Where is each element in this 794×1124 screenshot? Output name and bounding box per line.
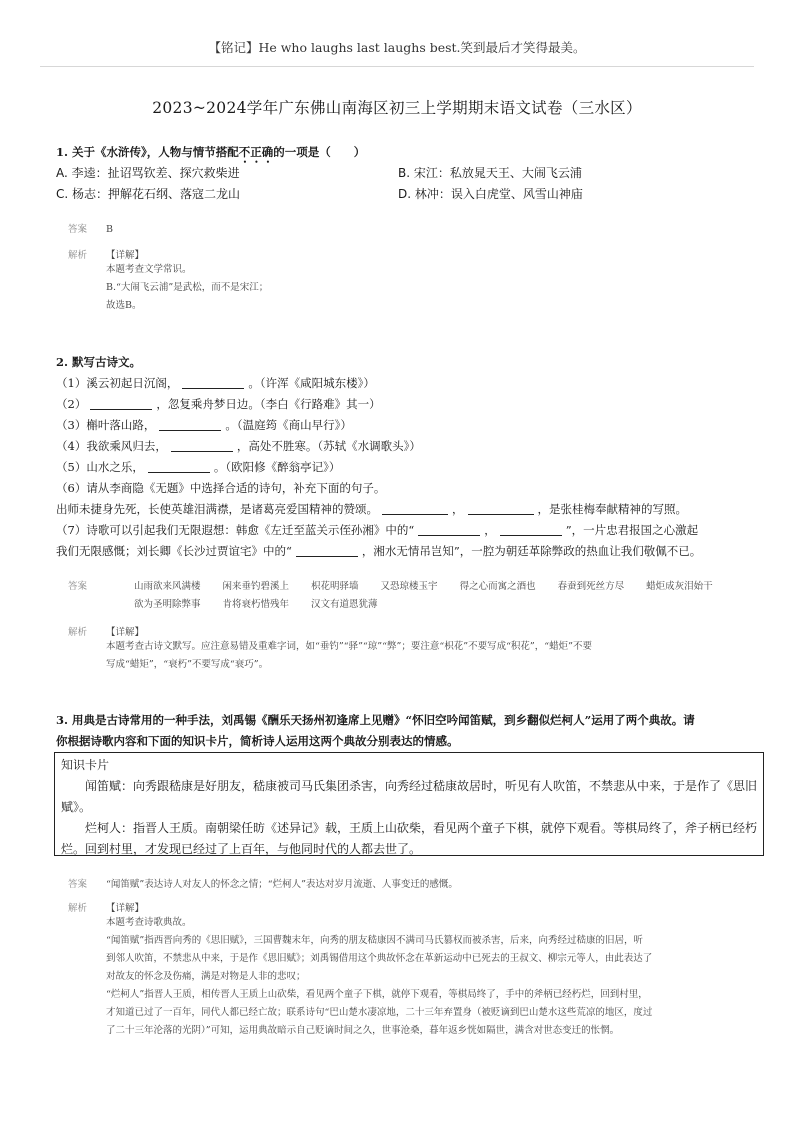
answer-item: 蜡炬成灰泪始干 xyxy=(646,581,713,592)
option-d: D. 林冲：误入白虎堂、风雪山神庙 xyxy=(398,187,583,201)
answer-blank xyxy=(171,439,233,452)
answer-list xyxy=(134,578,754,614)
knowledge-card xyxy=(54,752,764,856)
q2-item-7-line-2: 我们无限感慨；刘长卿《长沙过贾谊宅》中的“ ，湘水无情吊岂知”，一腔为朝廷革除弊政的热血让我们敬佩不已。 xyxy=(56,544,702,558)
answer-item: 肯将衰朽惜残年 xyxy=(222,599,290,610)
answer-value: B xyxy=(106,224,113,235)
answer-item: 汉文有道恩犹薄 xyxy=(311,599,378,610)
option-c: C. 杨志：押解花石纲、落寇二龙山 xyxy=(56,187,241,201)
answer-blank xyxy=(296,544,358,557)
q2-item-2: （2） ，忽复乘舟梦日边。（李白《行路难》其一） xyxy=(56,397,381,411)
question-3-stem-2: 你根据诗歌内容和下面的知识卡片，简析诗人运用这两个典故分别表达的情感。 xyxy=(56,734,459,748)
question-3-answer: 答案 “闻笛赋”表达诗人对友人的怀念之情；“烂柯人”表达对岁月流逝、人事变迁的感慨。 xyxy=(68,879,458,890)
question-3-analysis: 解析 【详解】 本题考查诗歌典故。 “闻笛赋”指西晋向秀的《思旧赋》，三国曹魏末年，向秀的朋友嵇康因不满司马氏篡权而被杀害，后来，向秀经过嵇康的旧居，听 到邻人吹笛，不禁悲从中来，于是作《思旧赋》；刘禹锡借用这个典故怀念在革新运动中已死去的王叔文、柳宗元等人，由此表达了 对故友的怀念及伤痛，满是对物是人非的悲叹； “烂柯人”指晋人王质，相传晋人王质上山砍柴，看见两个童子下棋，就停下观看，等棋局终了，手中的斧柄已经朽烂，回到村里， 才知道已过了一百年，同代人都已经亡故；联系诗句“巴山楚水凄凉地，二十三年弃置身（被贬谪到巴山楚水这些荒凉的地区，度过 了二十三年沦落的光阴）”可知，运用典故暗示自己贬谪时间之久，世事沧桑，暮年返乡恍如隔世，满含对世态变迁的怅惘。 xyxy=(68,903,653,1036)
question-1-answer: 答案 B xyxy=(68,224,113,235)
header-divider xyxy=(40,66,754,67)
q2-item-6: （6）请从李商隐《无题》中选择合适的诗句，补充下面的句子。 xyxy=(56,481,386,495)
option-b: B. 宋江：私放晁天王、大闹飞云浦 xyxy=(398,166,582,180)
question-1-options xyxy=(56,163,754,205)
answer-blank xyxy=(90,397,152,410)
answer-blank xyxy=(148,460,210,473)
page-title: 2023~2024学年广东佛山南海区初三上学期期末语文试卷（三水区） xyxy=(152,99,642,117)
answer-blank xyxy=(159,418,221,431)
q2-item-3: （3）槲叶落山路， 。（温庭筠《商山早行》） xyxy=(56,418,352,432)
answer-blank xyxy=(182,376,244,389)
answer-item: 山雨欲来风满楼 xyxy=(134,581,201,592)
header-motto: 【铭记】He who laughs last laughs best.笑到最后才笑得最美。 xyxy=(208,40,586,55)
emphasis-text: 不正确 xyxy=(238,145,274,159)
question-2-stem: 2. 默写古诗文。 xyxy=(56,355,142,369)
knowledge-card-title: 知识卡片 xyxy=(61,758,110,772)
question-2-answer: 答案 山雨欲来风满楼 闲来垂钓碧溪上 枳花明驿墙 又恐琼楼玉宇 得之心而寓之酒也 春蚕到死丝方尽 蜡炬成灰泪始干 欲为圣明除弊事 肯将衰朽惜残年 汉文有道恩犹薄 xyxy=(68,578,754,614)
knowledge-card-paragraph: 烂柯人：指晋人王质。南朝梁任昉《述异记》载，王质上山砍柴，看见两个童子下棋，就停下观看。等棋局终了，斧子柄已经朽烂。回到村里，才发现已经过了上百年，与他同时代的人都去世了。 xyxy=(61,821,758,856)
answer-item: 春蚕到死丝方尽 xyxy=(557,581,625,592)
answer-item: 欲为圣明除弊事 xyxy=(134,599,201,610)
answer-blank xyxy=(500,523,562,536)
answer-item: 枳花明驿墙 xyxy=(311,581,359,592)
option-a: A. 李逵：扯诏骂钦差、探穴救柴进 xyxy=(56,166,240,180)
answer-blank xyxy=(382,502,448,515)
answer-blank xyxy=(468,502,534,515)
q2-item-1: （1）溪云初起日沉阁， 。（许浑《咸阳城东楼》） xyxy=(56,376,375,390)
knowledge-card-paragraph: 闻笛赋：向秀跟嵇康是好朋友，嵇康被司马氏集团杀害，向秀经过嵇康故居时，听见有人吹笛，不禁悲从中来，于是作了《思旧赋》。 xyxy=(61,779,758,814)
answer-value: “闻笛赋”表达诗人对友人的怀念之情；“烂柯人”表达对岁月流逝、人事变迁的感慨。 xyxy=(106,879,458,890)
answer-item: 闲来垂钓碧溪上 xyxy=(222,581,290,592)
q2-item-7: （7）诗歌可以引起我们无限遐想：韩愈《左迁至蓝关示侄孙湘》中的“ ， ”，一片忠君报国之心激起 xyxy=(56,523,699,537)
question-1 xyxy=(56,142,754,205)
question-1-stem: 1. 关于《水浒传》，人物与情节搭配不正确的一项是（ ） xyxy=(56,145,366,159)
q2-item-4: （4）我欲乘风归去， ，高处不胜寒。（苏轼《水调歌头》） xyxy=(56,439,421,453)
question-3 xyxy=(56,710,754,752)
q2-item-6-line-2: 出师未捷身先死，长使英雄泪满襟，是诸葛亮爱国精神的赞颂。 ， ，是张桂梅奉献精神的写照。 xyxy=(56,502,687,516)
answer-blank xyxy=(418,523,480,536)
question-1-analysis: 解析 【详解】 本题考查文学常识。 B.“大闹飞云浦”是武松，而不是宋江； 故选B。 xyxy=(68,250,269,311)
answer-item: 得之心而寓之酒也 xyxy=(459,581,536,592)
question-2 xyxy=(56,352,754,562)
q2-item-5: （5）山水之乐， 。（欧阳修《醉翁亭记》） xyxy=(56,460,341,474)
answer-item: 又恐琼楼玉宇 xyxy=(380,581,438,592)
question-3-stem: 3. 用典是古诗常用的一种手法，刘禹锡《酬乐天扬州初逢席上见赠》“怀旧空吟闻笛赋，到乡翻似烂柯人”运用了两个典故。请 xyxy=(56,713,695,727)
question-2-analysis: 解析 【详解】 本题考查古诗文默写。应注意易错及重难字词，如“垂钓”“驿”“琼”“弊”；要注意“枳花”不要写成“积花”，“蜡炬”不要 写成“蜡矩”，“衰朽”不要写成“衰巧”。 xyxy=(68,627,592,670)
